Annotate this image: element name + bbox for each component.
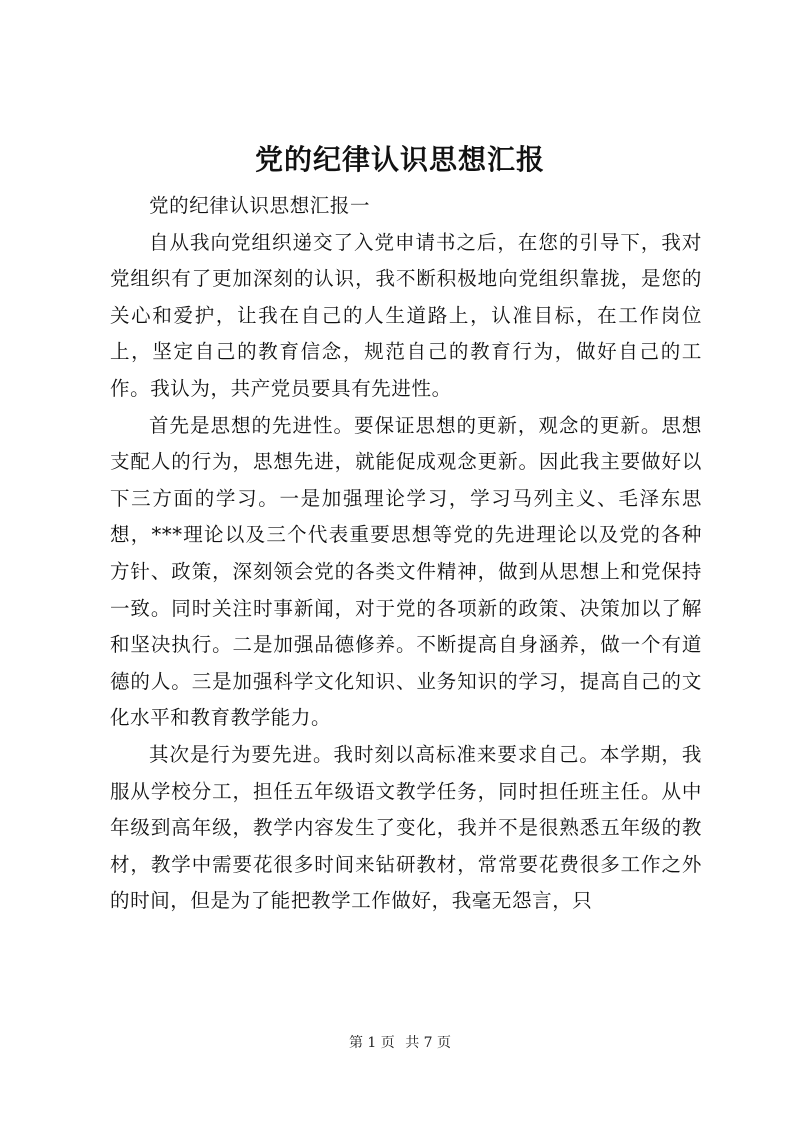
document-title: 党的纪律认识思想汇报: [254, 143, 545, 176]
section-heading: 党的纪律认识思想汇报一: [149, 194, 371, 217]
page-total: 共 7 页: [405, 1035, 452, 1051]
page-number: 第 1 页: [348, 1035, 395, 1051]
paragraph: 其次是行为要先进。我时刻以高标准来要求自己。本学期，我服从学校分工，担任五年级语文教学任务，同时担任班主任。从中年级到高年级，教学内容发生了变化，我并不是很熟悉五年级的教材，教学中需要花很多时间来钻研教材，常常要花费很多工作之外的时间，但是为了能把教学工作做好，我毫无怨言，只: [110, 742, 702, 913]
page-footer: [0, 1033, 800, 1053]
paragraph: 自从我向党组织递交了入党申请书之后，在您的引导下，我对党组织有了更加深刻的认识，我不断积极地向党组织靠拢，是您的关心和爱护，让我在自己的人生道路上，认准目标，在工作岗位上，坚定自己的教育信念，规范自己的教育行为，做好自己的工作。我认为，共产党员要具有先进性。: [110, 230, 702, 400]
document-body: [110, 188, 702, 920]
paragraph: 首先是思想的先进性。要保证思想的更新，观念的更新。思想支配人的行为，思想先进，就能促成观念更新。因此我主要做好以下三方面的学习。一是加强理论学习，学习马列主义、毛泽东思想，***理论以及三个代表重要思想等党的先进理论以及党的各种方针、政策，深刻领会党的各类文件精神，做到从思想上和党保持一致。同时关注时事新闻，对于党的各项新的政策、决策加以了解和坚决执行。二是加强品德修养。不断提高自身涵养，做一个有道德的人。三是加强科学文化知识、业务知识的学习，提高自己的文化水平和教育教学能力。: [110, 413, 702, 730]
